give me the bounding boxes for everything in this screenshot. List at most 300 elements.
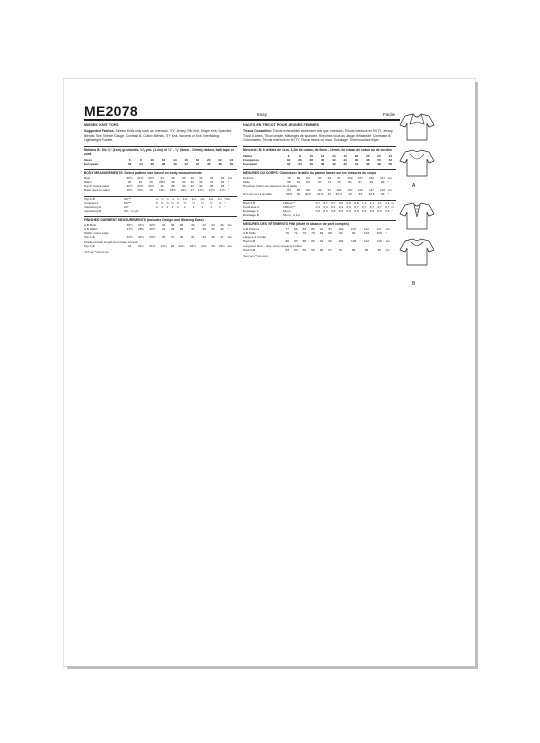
- cell-value: 80: [294, 226, 298, 231]
- cell-value: 1: [184, 204, 186, 209]
- cell-value: 23: [127, 179, 132, 184]
- cell-value: 24: [138, 179, 143, 184]
- cell-value: 44: [354, 161, 359, 166]
- cell-value: 0,7: [354, 204, 359, 209]
- french-body-title: MESURES DU CORPS: Choisissez la taille du patron basée sur les mesures du corps: [243, 169, 396, 175]
- cell-value: 34: [199, 179, 203, 184]
- cell-value: 44,5: [368, 192, 375, 197]
- cell-value: 37: [209, 179, 214, 184]
- fabrics-text: Tricots extensibles seulement tels que: Interlock, Tricots interlock en fil ITY, Jersey, Tricot à côtes, Tricot simple, Mélanges de spandex. Reportez-vous au Jauge d'élasticité. Contraste B: Cotonnades, Tricots interlock en fil ITY, Tissus tissés ou tricot. Entoilage: Thermocollant léger.: [243, 129, 394, 143]
- cell-value: 44: [199, 184, 203, 189]
- cell-value: 23: [211, 243, 215, 248]
- cell-value: 1,1: [377, 200, 382, 205]
- cell-value: 37: [170, 235, 175, 240]
- cell-value: 42: [199, 175, 203, 180]
- unit: ": [224, 204, 226, 209]
- cell-value: 107: [347, 188, 353, 193]
- cell-value: 64: [306, 179, 310, 184]
- cell-value: ⅞: [171, 196, 174, 201]
- fabric-width: 150cm**: [283, 200, 295, 205]
- cell-value: 17½: [208, 188, 215, 193]
- cell-value: 44: [211, 222, 215, 227]
- cell-value: 45: [380, 192, 385, 197]
- cell-value: 46: [354, 157, 359, 162]
- size-row: [243, 162, 396, 166]
- cell-value: 102: [338, 226, 344, 231]
- cell-value: 88: [306, 188, 310, 193]
- row-label: Hanches (23cm au-dessous de la taille): [243, 183, 298, 188]
- cell-value: 1: [166, 204, 169, 209]
- cell-value: 57: [328, 247, 332, 252]
- cell-value: 32½: [137, 235, 144, 240]
- cell-value: 0,4: [338, 204, 344, 209]
- cell-value: 16: [149, 188, 153, 193]
- cell-value: 1: [210, 204, 213, 209]
- cell-value: 0,8: [323, 208, 328, 213]
- cell-value: 35: [179, 226, 184, 231]
- cell-value: 0,7: [315, 200, 320, 205]
- unit: Ins.: [227, 235, 233, 240]
- row-label: Top A,B: [84, 235, 95, 240]
- cell-value: 53: [285, 247, 289, 252]
- cell-value: 1,1: [385, 200, 390, 205]
- cell-value: 109: [376, 230, 382, 235]
- cell-value: 1: [192, 204, 195, 209]
- french-body-table: [243, 176, 396, 197]
- cell-value: ⅞: [176, 196, 180, 201]
- cell-value: 85: [296, 188, 301, 193]
- cell-value: ⅞: [160, 196, 164, 201]
- cell-value: 70: [285, 230, 289, 235]
- cell-value: 0,7: [385, 204, 390, 209]
- cell-value: 86: [311, 226, 315, 231]
- cell-value: 20: [207, 157, 211, 162]
- cell-value: 80: [296, 175, 301, 180]
- cell-value: 40: [320, 157, 325, 162]
- size-row: [84, 162, 237, 166]
- cell-value: 1⅛: [191, 196, 196, 201]
- cell-value: 32: [127, 162, 132, 167]
- row-label: Dos du cou à la taille: [243, 192, 272, 197]
- cell-value: 107: [357, 175, 363, 180]
- cell-value: ½: [171, 200, 174, 205]
- cell-value: 83: [302, 226, 307, 231]
- cell-value: 40: [191, 222, 195, 227]
- cell-value: 21¾: [160, 243, 167, 248]
- cell-value: 83: [294, 239, 298, 244]
- cell-value: 24: [229, 157, 234, 162]
- cell-value: 58: [287, 179, 291, 184]
- cell-value: 16¼: [158, 188, 166, 193]
- top-a-back-drawing: [398, 148, 436, 178]
- cell-value: 76: [337, 179, 341, 184]
- cell-value: 87: [318, 175, 322, 180]
- french-finished-title: MESURES DES VÊTEMENTS FINI (Motif et aisance de port compris): [243, 220, 396, 226]
- cell-value: 0,8: [315, 208, 320, 213]
- cell-value: 26½: [158, 179, 166, 184]
- cell-value: 36: [170, 222, 175, 227]
- cell-value: 34: [161, 222, 166, 227]
- row-label: Haut A,B: [243, 247, 256, 252]
- cell-value: 16½: [169, 188, 176, 193]
- cell-value: 92: [327, 175, 332, 180]
- unit: ": [224, 200, 226, 205]
- cell-value: 54: [294, 247, 298, 252]
- cell-value: 22: [170, 243, 175, 248]
- english-body-title: BODY MEASUREMENTS: Select pattern size based on body measurements: [84, 169, 237, 175]
- row-label: Bust: [84, 175, 91, 180]
- unit: ": [227, 226, 229, 231]
- cell-value: 46: [366, 161, 370, 166]
- cell-value: 31½: [126, 235, 133, 240]
- cell-value: ⅞: [155, 196, 159, 201]
- cell-value: 0,6: [346, 204, 351, 209]
- cell-value: 32: [286, 161, 291, 166]
- row-label: Taille: [243, 179, 251, 184]
- cell-value: 38: [179, 222, 184, 227]
- english-finished-table: [84, 223, 237, 248]
- cell-value: 10: [150, 157, 154, 162]
- row-label: Contrast A: [84, 200, 99, 205]
- cell-value: 107: [351, 226, 357, 231]
- unit: Yds.: [224, 196, 231, 201]
- top-b-back-drawing: [398, 237, 436, 267]
- notions-text: 6 œillets de 1cm, 1,2m de ruban, de 6mm - 10mm, de ruban de coton ou de cordon: [262, 147, 392, 152]
- top-a-front-illustration: [398, 112, 436, 142]
- cell-value: 61: [296, 179, 301, 184]
- cell-value: 112: [357, 188, 363, 193]
- unit: ": [391, 208, 393, 213]
- cell-value: 31½: [137, 222, 144, 227]
- fabric-width: 150cm**: [283, 204, 295, 209]
- row-label: European: [84, 162, 99, 167]
- cell-value: 84: [319, 230, 324, 235]
- cell-value: 28½: [137, 226, 144, 231]
- cell-value: 1: [177, 204, 179, 209]
- cell-value: 99: [351, 230, 356, 235]
- cell-value: 0,7: [362, 204, 367, 209]
- english-size-table: [84, 158, 237, 166]
- cell-value: 18: [195, 157, 200, 162]
- cell-value: 22: [377, 153, 381, 158]
- cell-value: 46: [220, 175, 225, 180]
- difficulty-en: Easy: [257, 112, 268, 117]
- english-column: [84, 123, 237, 255]
- cell-value: 40: [296, 192, 301, 197]
- cell-value: 0,8: [331, 208, 336, 213]
- cell-value: 39: [220, 179, 225, 184]
- cell-value: 55: [302, 247, 307, 252]
- cell-value: 85: [302, 239, 307, 244]
- fabric-width: 20" - ⅛ yd.: [124, 209, 139, 214]
- cell-value: 1¼: [217, 196, 223, 201]
- cell-value: 0,9: [354, 208, 359, 213]
- cell-value: ½: [160, 200, 164, 205]
- cell-value: 28: [171, 179, 175, 184]
- cell-value: 1: [219, 204, 221, 209]
- yardage-row: [84, 209, 237, 213]
- cell-value: 43: [202, 235, 206, 240]
- cell-value: 39: [179, 235, 184, 240]
- cell-value: 41: [191, 235, 195, 240]
- cell-value: 45: [211, 235, 215, 240]
- row-label: A,B Waist: [84, 226, 98, 231]
- row-label: Top A,B: [84, 243, 95, 248]
- cell-value: 30½: [126, 222, 133, 227]
- unit: Ins.: [227, 243, 233, 248]
- cell-value: 71: [327, 179, 332, 184]
- row-label: Entoilage B: [243, 213, 259, 218]
- cell-value: 17¼: [197, 188, 204, 193]
- fabric-width: 51cm - 0,1m: [283, 213, 301, 218]
- cell-value: 46: [207, 162, 211, 167]
- cell-value: 0,9: [354, 200, 359, 205]
- cell-value: 8: [140, 157, 142, 162]
- cell-value: 34: [160, 175, 164, 180]
- cell-value: 0,9: [346, 208, 351, 213]
- cell-value: 36: [298, 157, 302, 162]
- cell-value: 57: [339, 247, 343, 252]
- cell-value: 83: [306, 175, 310, 180]
- cell-value: 97: [327, 188, 332, 193]
- cell-value: 0,4: [315, 204, 320, 209]
- row-label: Back neck to waist: [84, 188, 110, 193]
- cell-value: 81: [348, 179, 352, 184]
- cell-value: 1,1: [362, 200, 367, 205]
- cell-value: 38: [309, 157, 313, 162]
- unit: ": [387, 192, 389, 197]
- cell-value: 58: [364, 247, 369, 252]
- cell-value: ¾: [155, 204, 159, 209]
- english-finished-title: FINISHED GARMENT MEASUREMENTS (Includes Design and Wearing Ease): [84, 216, 237, 222]
- cell-value: 41,5: [316, 192, 323, 197]
- cell-value: 89: [328, 230, 332, 235]
- body-measurement-row: [84, 188, 237, 192]
- cell-value: ½: [183, 200, 187, 205]
- cell-value: 40: [190, 175, 194, 180]
- cell-value: 34: [139, 162, 143, 167]
- cell-value: 102: [336, 188, 342, 193]
- cell-value: 14: [332, 153, 336, 158]
- cell-value: 30: [182, 179, 186, 184]
- cell-value: 42: [327, 192, 332, 197]
- body-measurement-row: [243, 192, 396, 196]
- french-size-table: [243, 154, 396, 167]
- cell-value: 32½: [148, 175, 155, 180]
- top-b-back-illustration: [398, 237, 436, 267]
- top-b-front-illustration: [398, 201, 436, 231]
- unit: ": [227, 188, 230, 193]
- fabrics-label: Suggested Fabrics:: [84, 129, 115, 134]
- cell-value: 0,9: [369, 208, 375, 213]
- fabric-width: 51cm: [283, 208, 291, 213]
- cell-value: 12: [320, 153, 325, 158]
- fabric-width: 20": [124, 204, 129, 209]
- cell-value: 1: [171, 204, 174, 209]
- cell-value: 78: [287, 175, 291, 180]
- cell-value: 40,5: [304, 192, 311, 197]
- cell-value: 17: [190, 188, 194, 193]
- cell-value: 38: [320, 161, 325, 166]
- cell-value: 32½: [126, 184, 133, 189]
- cell-value: 6: [128, 157, 131, 162]
- cell-value: 42,5: [335, 192, 342, 197]
- unit: Ins.: [227, 222, 233, 227]
- row-label: Contraste A: [243, 204, 260, 209]
- cell-value: 0,9: [338, 208, 344, 213]
- cell-value: 16: [184, 157, 188, 162]
- unit: cm: [387, 188, 392, 193]
- row-label: Top A,B: [84, 196, 95, 201]
- cell-value: 44: [195, 162, 200, 167]
- cell-value: 117: [376, 226, 382, 231]
- cell-value: 42: [332, 157, 336, 162]
- row-label: Haut A,B: [243, 239, 256, 244]
- cell-value: 83: [287, 188, 291, 193]
- cell-value: 43: [220, 226, 224, 231]
- cell-value: 50: [377, 157, 381, 162]
- cell-value: 31: [161, 226, 166, 231]
- english-yardage-table: [84, 196, 237, 214]
- row-label: Longueur finie – dos, entre nuque à l'ourlet: [243, 243, 302, 248]
- view-a-label: A: [412, 183, 416, 189]
- cell-value: 114: [363, 239, 369, 244]
- cell-value: 42: [343, 161, 347, 166]
- cell-value: 14: [173, 157, 177, 162]
- cell-value: 21¼: [137, 243, 144, 248]
- cell-value: 44: [209, 175, 214, 180]
- cell-value: 22: [218, 157, 222, 162]
- cell-value: 25: [149, 179, 153, 184]
- unit: ": [227, 184, 230, 189]
- cell-value: 16¾: [180, 188, 187, 193]
- cell-value: 87: [358, 179, 362, 184]
- cell-value: 0,9: [385, 208, 390, 213]
- cell-value: 38: [182, 175, 186, 180]
- row-label: Entoilage A: [243, 208, 259, 213]
- cell-value: ½: [209, 200, 213, 205]
- cell-value: 99: [328, 239, 332, 244]
- unit: Ins.: [227, 175, 233, 180]
- cell-value: 94: [319, 239, 324, 244]
- cell-value: 32½: [149, 222, 156, 227]
- cell-value: 36: [160, 184, 164, 189]
- notions-label: Mercerie: B:: [243, 147, 263, 152]
- cell-value: 23¼: [218, 243, 225, 248]
- french-footnote: *avec sens **sans sens: [243, 255, 268, 258]
- row-label: Françaises: [243, 157, 260, 162]
- cell-value: 41: [211, 226, 215, 231]
- cell-value: 46: [220, 222, 224, 227]
- cell-value: 42: [190, 184, 194, 189]
- cell-value: 18: [354, 153, 359, 158]
- french-notions: [243, 146, 396, 152]
- cell-value: 0,7: [377, 204, 382, 209]
- top-a-back-illustration: [398, 148, 436, 178]
- cell-value: 80: [285, 239, 289, 244]
- difficulty-fr: Facile: [383, 112, 396, 117]
- unit: ": [227, 179, 230, 184]
- unit: ": [385, 230, 387, 235]
- cell-value: 1: [201, 204, 204, 209]
- cell-value: 92: [318, 188, 322, 193]
- yardage-row: [243, 213, 396, 217]
- unit: cm: [385, 226, 390, 231]
- cell-value: 36: [150, 162, 154, 167]
- pattern-code: ME2078: [84, 103, 138, 119]
- cell-value: 22¾: [201, 243, 208, 248]
- cell-value: 33½: [149, 235, 156, 240]
- row-label: Finished back length from base of neck: [84, 239, 138, 244]
- cell-value: 94: [369, 179, 374, 184]
- cell-value: 0,7: [323, 200, 328, 205]
- french-finished-table: [243, 227, 396, 252]
- cell-value: 35: [161, 235, 166, 240]
- fabrics-text: Stretch Knits only such as: Interlock, ITY, Jersey, Rib Knit, Single Knit, Spandex Blends. See Stretch Gauge. Contrast B: Cotton Blends, ITY Knit, Wovens or Knit. Interfacing: Lightweight Fusible.: [84, 129, 232, 143]
- row-label: Européen: [243, 161, 258, 166]
- row-label: Poitrine: [243, 175, 254, 180]
- unit: m: [391, 200, 394, 205]
- cell-value: 1,1: [369, 200, 375, 205]
- cell-value: 59: [377, 247, 381, 252]
- finished-measurement-row: [243, 248, 396, 252]
- cell-value: 1⅛: [182, 196, 188, 201]
- cell-value: 56: [319, 247, 324, 252]
- unit: cm: [387, 175, 392, 180]
- cell-value: 8: [299, 153, 301, 158]
- cell-value: 10: [309, 153, 313, 158]
- french-fabrics: [243, 129, 396, 142]
- cell-value: 0,9: [362, 208, 367, 213]
- cell-value: 34½: [148, 184, 155, 189]
- cell-value: 0,4: [323, 204, 328, 209]
- cell-value: 91: [319, 226, 324, 231]
- cell-value: 30½: [126, 175, 133, 180]
- cell-value: 67: [318, 179, 322, 184]
- cell-value: 20: [366, 153, 370, 158]
- cell-value: 6: [287, 153, 290, 158]
- cell-value: 79: [311, 230, 315, 235]
- cell-value: 21: [127, 243, 132, 248]
- cell-value: 72: [294, 230, 298, 235]
- row-label: Interfacing B: [84, 209, 102, 214]
- french-yardage-table: [243, 200, 396, 218]
- row-label: Hip-9" below waist: [84, 184, 110, 189]
- unit: m: [391, 204, 394, 209]
- cell-value: 48: [218, 162, 222, 167]
- cell-value: 47: [220, 235, 224, 240]
- fabric-width: 60"**: [124, 196, 131, 201]
- cell-value: 16: [343, 153, 347, 158]
- cell-value: 31½: [137, 175, 144, 180]
- cell-value: 24: [388, 153, 393, 158]
- header-rule: [84, 119, 400, 121]
- cell-value: 39,5: [285, 192, 293, 197]
- cell-value: 32: [190, 179, 194, 184]
- cell-value: 36: [171, 175, 175, 180]
- row-label: A,B Poitrine: [243, 226, 260, 231]
- cell-value: 99: [380, 179, 385, 184]
- cell-value: 0,8: [338, 200, 344, 205]
- unit: ": [387, 179, 389, 184]
- top-a-front-drawing: [398, 112, 436, 142]
- cell-value: 39: [202, 226, 206, 231]
- row-label: A,B Bust: [84, 222, 97, 227]
- cell-value: 58: [351, 247, 356, 252]
- row-label: Waist: [84, 179, 92, 184]
- cell-value: ½: [166, 200, 169, 205]
- cell-value: 89: [311, 239, 315, 244]
